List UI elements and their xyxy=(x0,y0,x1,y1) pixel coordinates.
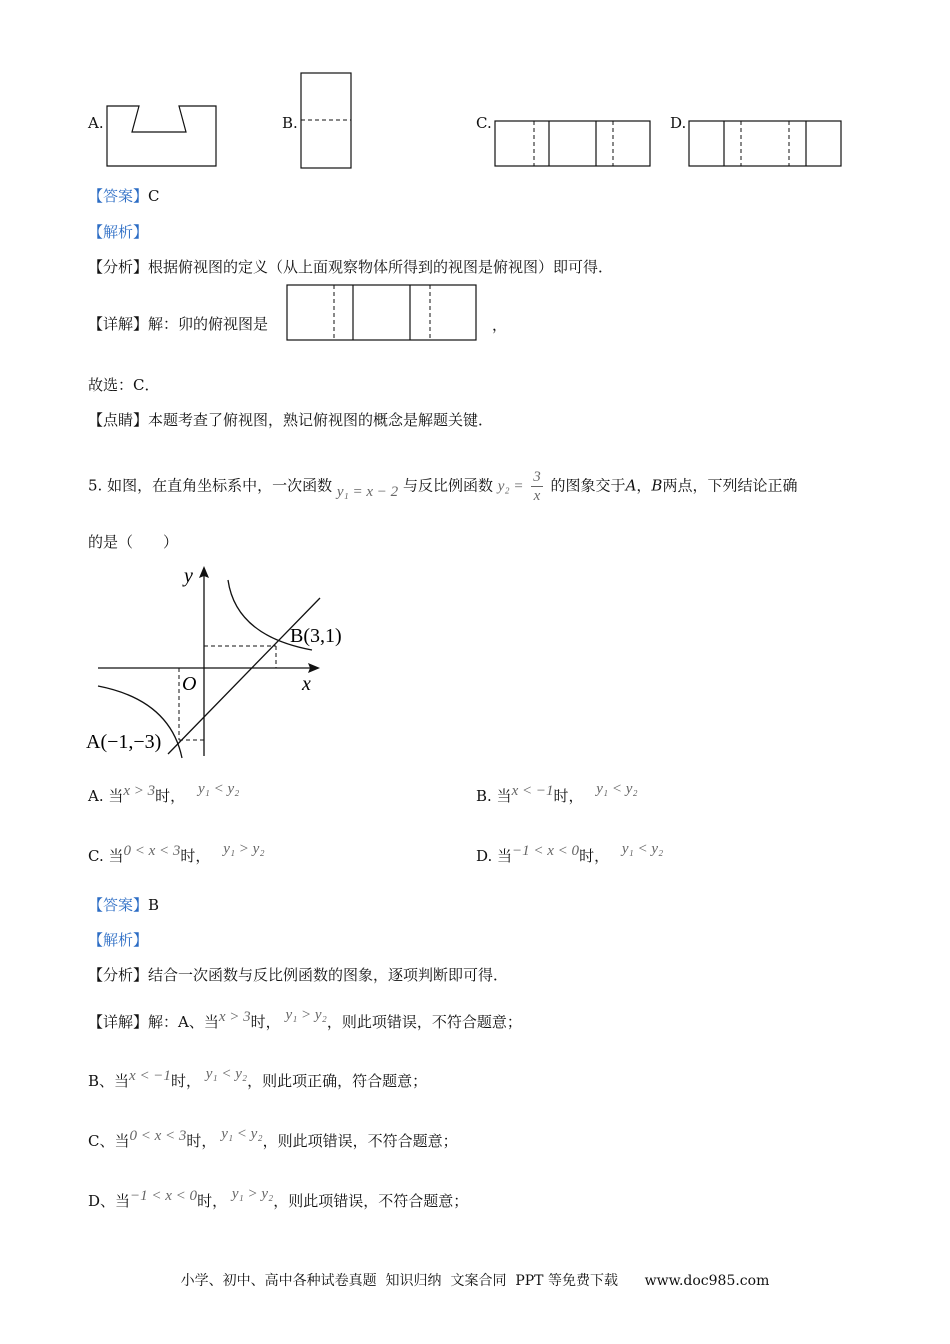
q4-fenxi-tag: 【分析】 xyxy=(88,258,149,276)
q4-detail-text: 解：卯的俯视图是 xyxy=(148,315,269,333)
q5-inverse-fraction xyxy=(531,468,543,505)
q5-detail-a-mid: 时， xyxy=(250,1013,281,1031)
q5-stem-part1: 5. 如图，在直角坐标系中，一次函数 xyxy=(88,476,333,495)
q5-stem-part4: 两点，下列结论正确 xyxy=(662,476,798,495)
q5-detail-a xyxy=(88,1007,522,1033)
q5-detail-d xyxy=(88,1186,469,1212)
q4-analysis-tag: 【解析】 xyxy=(88,223,149,241)
q4-comment-tag: 【点睛】 xyxy=(88,411,149,429)
q4-detail xyxy=(88,314,268,334)
q5-detail-d-prefix: D、当 xyxy=(88,1192,131,1210)
q5-detail-c-tail: ，则此项错误，不符合题意； xyxy=(262,1132,458,1150)
q5-option-d-mid: 时， xyxy=(579,847,610,865)
q5-detail-b-mid: 时， xyxy=(170,1072,201,1090)
q4-comment-text: 本题考查了俯视图，熟记俯视图的概念是解题关键． xyxy=(148,411,494,429)
origin-label: O xyxy=(182,673,197,695)
figure-a-drawing xyxy=(104,104,224,170)
q5-answer xyxy=(88,895,159,915)
q5-option-d-cond: −1 < x < 0 xyxy=(512,843,580,859)
q5-option-b-rel: y₁ < y₂ xyxy=(596,781,638,797)
figure-c-drawing xyxy=(492,118,672,170)
q5-fenxi-tag: 【分析】 xyxy=(88,966,149,984)
q5-stem xyxy=(88,468,797,505)
q4-detail-comma: ， xyxy=(492,316,508,334)
figure-d-drawing xyxy=(686,118,866,170)
q5-function-graph xyxy=(86,562,356,762)
q5-answer-tag: 【答案】 xyxy=(88,896,149,914)
figure-b-label: B. xyxy=(282,114,298,132)
q4-choose: 故选：C． xyxy=(88,376,160,394)
q5-detail-d-rel: y₁ > y₂ xyxy=(231,1186,274,1202)
q5-inverse-function-lhs: y₂ = xyxy=(497,478,524,495)
q5-option-c-prefix: C. 当 xyxy=(88,847,124,865)
q5-detail-a-tail: ，则此项错误，不符合题意； xyxy=(326,1013,522,1031)
q5-option-c-cond: 0 < x < 3 xyxy=(123,843,181,859)
q5-detail-a-rel: y₁ > y₂ xyxy=(285,1007,327,1023)
figure-a-label: A. xyxy=(88,114,104,132)
q5-point-b: B xyxy=(651,476,663,495)
q5-detail-b-tail: ，则此项正确，符合题意； xyxy=(247,1072,428,1090)
q5-option-c-mid: 时， xyxy=(180,847,211,865)
y-axis-label: y xyxy=(184,565,193,587)
q5-detail-d-tail: ，则此项错误，不符合题意； xyxy=(273,1192,469,1210)
q4-detail-figure xyxy=(286,284,478,342)
q5-detail-c-rel: y₁ < y₂ xyxy=(221,1126,263,1142)
q5-option-a-prefix: A. 当 xyxy=(88,787,124,805)
page-footer: 小学、初中、高中各种试卷真题 知识归纳 文案合同 PPT 等免费下载 www.doc985.com xyxy=(180,1273,770,1289)
q5-option-d xyxy=(476,841,664,867)
q4-answer-value: C xyxy=(148,187,160,205)
q5-option-c-rel: y₁ > y₂ xyxy=(223,841,265,857)
q5-detail-b-cond: x < −1 xyxy=(129,1068,171,1084)
q5-detail-c-prefix: C、当 xyxy=(88,1132,130,1150)
figure-d-label: D. xyxy=(670,114,687,132)
q5-detail-b-prefix: B、当 xyxy=(88,1072,130,1090)
q5-option-d-prefix: D. 当 xyxy=(476,847,513,865)
q5-fraction-numerator: 3 xyxy=(533,469,541,485)
q4-fenxi-text: 根据俯视图的定义（从上面观察物体所得到的视图是俯视图）即可得． xyxy=(148,258,614,276)
q5-option-b-cond: x < −1 xyxy=(511,783,554,799)
q5-detail-d-mid: 时， xyxy=(197,1192,228,1210)
q5-detail-b xyxy=(88,1066,428,1092)
q5-point-a: A xyxy=(625,476,637,495)
figure-b-drawing xyxy=(298,72,373,170)
q5-option-d-rel: y₁ < y₂ xyxy=(621,841,664,857)
q5-detail-b-rel: y₁ < y₂ xyxy=(205,1066,248,1082)
q5-option-b xyxy=(476,781,638,807)
point-b-label: B(3,1) xyxy=(290,625,342,647)
q5-stem-line2: 的是（ ） xyxy=(88,533,179,551)
q5-detail-c xyxy=(88,1126,458,1152)
q4-comment xyxy=(88,410,493,430)
q4-answer-tag: 【答案】 xyxy=(88,187,149,205)
q5-detail-tag: 【详解】 xyxy=(88,1013,149,1031)
q5-option-a-cond: x > 3 xyxy=(123,783,156,799)
q5-option-a-rel: y₁ < y₂ xyxy=(197,781,240,797)
q5-fraction-denominator: x xyxy=(533,488,541,504)
q5-analysis-tag: 【解析】 xyxy=(88,931,149,949)
q5-detail-c-mid: 时， xyxy=(186,1132,217,1150)
q4-fenxi xyxy=(88,257,613,277)
x-axis-label: x xyxy=(302,673,311,695)
q5-stem-part3: 的图象交于 xyxy=(550,476,626,495)
q5-option-a-mid: 时， xyxy=(155,787,186,805)
q5-detail-d-cond: −1 < x < 0 xyxy=(130,1188,198,1204)
q5-fenxi xyxy=(88,965,508,985)
q5-stem-sep: ， xyxy=(636,476,652,495)
q5-stem-part2: 与反比例函数 xyxy=(402,476,493,495)
q5-option-b-prefix: B. 当 xyxy=(476,787,512,805)
q5-detail-c-cond: 0 < x < 3 xyxy=(129,1128,187,1144)
q5-fenxi-text: 结合一次函数与反比例函数的图象，逐项判断即可得． xyxy=(148,966,509,984)
q5-linear-function: y₁ = x − 2 xyxy=(336,483,399,500)
q5-option-a xyxy=(88,781,240,807)
q5-answer-value: B xyxy=(148,896,160,914)
figure-c-label: C. xyxy=(476,114,492,132)
point-a-label: A(−1,−3) xyxy=(86,731,162,753)
q5-detail-a-cond: x > 3 xyxy=(218,1009,251,1025)
q4-answer xyxy=(88,186,160,206)
q5-option-b-mid: 时， xyxy=(553,787,584,805)
q5-detail-a-prefix: 解：A、当 xyxy=(148,1013,219,1031)
q4-detail-tag: 【详解】 xyxy=(88,315,149,333)
q5-option-c xyxy=(88,841,265,867)
